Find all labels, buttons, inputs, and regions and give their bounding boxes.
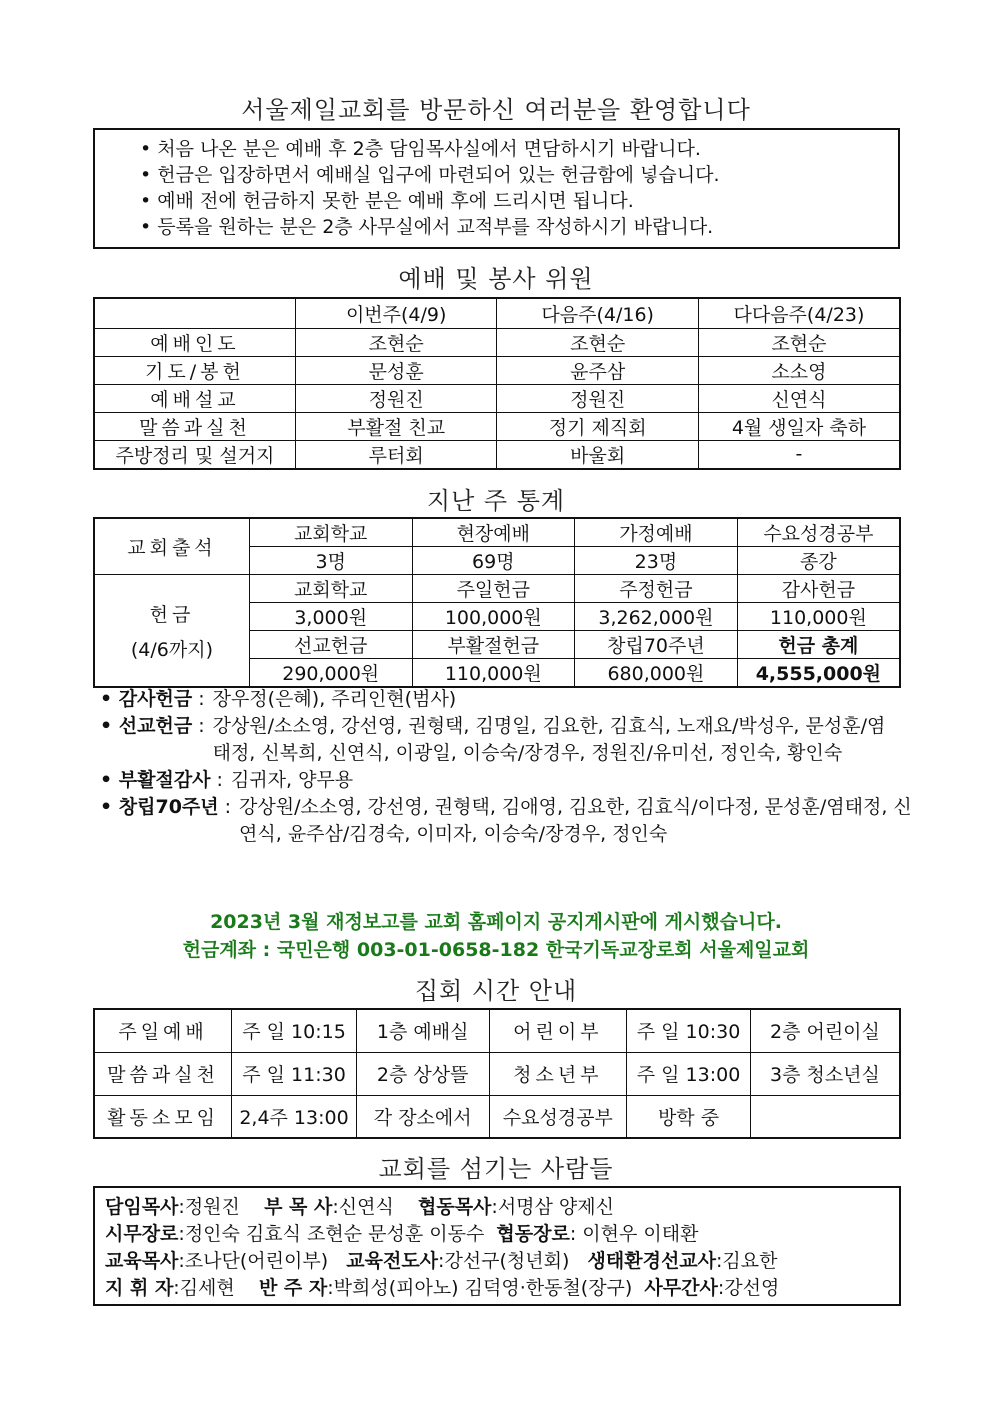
meetings-title: 집회 시간 안내 <box>414 977 578 1005</box>
donor-row: • 선교헌금 : 강상원/소소영, 강선영, 권형택, 김명일, 김요한, 김효식, 노재요/박성우, 문성훈/염태정, 신복희, 신연식, 이광일, 이승숙/장경우, 정원진/유미선, 정인숙, 황인숙 <box>100 713 920 767</box>
donor-label: • 부활절감사 <box>100 767 211 794</box>
staff-role: 교육전도사 <box>346 1250 439 1272</box>
stats-header: 창립70주년 <box>575 631 738 659</box>
welcome-notice <box>93 128 900 249</box>
staff-names: 정인숙 김효식 조현순 문성훈 이동수 <box>184 1223 485 1245</box>
donor-label: • 창립70주년 <box>100 794 219 848</box>
staff-role: 시무장로 <box>105 1223 179 1245</box>
staff-names: 신연식 <box>338 1196 394 1218</box>
staff-title: 교회를 섬기는 사람들 <box>378 1155 614 1183</box>
stats-table <box>93 517 901 688</box>
service-table <box>93 297 901 470</box>
offering-total-label: 헌금 총계 <box>737 631 900 659</box>
donor-names: 장우정(은혜), 주리인현(범사) <box>212 688 457 710</box>
staff-role: 지 휘 자 <box>105 1277 174 1299</box>
attendance-label: 교회출석 <box>94 518 249 575</box>
service-header: 다다음주(4/23) <box>698 298 900 328</box>
donor-names: 김귀자, 양무용 <box>230 769 354 791</box>
service-role: 예배인도 <box>94 328 295 356</box>
staff-names: 박희성(피아노) 김덕영·한동철(장구) <box>333 1277 633 1299</box>
stats-header: 현장예배 <box>412 518 575 547</box>
meeting-place: 각 장소에서 <box>356 1095 489 1138</box>
stats-value: 110,000원 <box>412 659 575 688</box>
meeting-place: 2층 상상뜰 <box>356 1052 489 1095</box>
staff-role: 부 목 사 <box>264 1196 333 1218</box>
donor-row: • 감사헌금 : 장우정(은혜), 주리인현(범사) <box>100 686 920 713</box>
stats-header: 교회학교 <box>249 518 412 547</box>
meeting-place: 3층 청소년실 <box>750 1052 900 1095</box>
stats-value: 종강 <box>737 547 900 575</box>
bank-account-notice: 헌금계좌 : 국민은행 003-01-0658-182 한국기독교장로회 서울제일교회 <box>182 939 810 961</box>
meeting-name: 말씀과실천 <box>94 1052 232 1095</box>
donor-names: 강상원/소소영, 강선영, 권형택, 김명일, 김요한, 김효식, 노재요/박성우, 문성훈/염태정, 신복희, 신연식, 이광일, 이승숙/장경우, 정원진/유미선, 정인숙, 황인숙 <box>212 715 886 764</box>
staff-names: 정원진 <box>184 1196 240 1218</box>
stats-title: 지난 주 통계 <box>426 487 566 515</box>
notice-item: • 처음 나온 분은 예배 후 2층 담임목사실에서 면담하시기 바랍니다. <box>140 136 898 162</box>
service-header: 다음주(4/16) <box>497 298 699 328</box>
stats-value: 23명 <box>575 547 738 575</box>
service-cell: 문성훈 <box>295 356 496 384</box>
donor-names: 강상원/소소영, 강선영, 권형택, 김애영, 김요한, 김효식/이다정, 문성훈/염태정, 신연식, 윤주삼/김경숙, 이미자, 이승숙/장경우, 정인숙 <box>239 796 912 845</box>
staff-row: 지 휘 자:김세현 반 주 자:박희성(피아노) 김덕영·한동철(장구) 사무간사:강선영 <box>105 1277 780 1299</box>
meeting-time: 방학 중 <box>627 1095 751 1138</box>
meeting-place: 2층 어린이실 <box>750 1009 900 1052</box>
service-header <box>94 298 295 328</box>
stats-header: 교회학교 <box>249 575 412 603</box>
service-cell: 윤주삼 <box>497 356 699 384</box>
service-cell: 루터회 <box>295 440 496 469</box>
stats-value: 3,000원 <box>249 603 412 631</box>
stats-value: 100,000원 <box>412 603 575 631</box>
stats-header: 주일헌금 <box>412 575 575 603</box>
staff-names: 서명삼 양제신 <box>497 1196 614 1218</box>
offering-sub: (4/6까지) <box>130 638 214 661</box>
service-title: 예배 및 봉사 위원 <box>398 265 594 293</box>
service-cell: 신연식 <box>698 384 900 412</box>
service-header: 이번주(4/9) <box>295 298 496 328</box>
donor-label: • 감사헌금 <box>100 686 192 713</box>
stats-header: 감사헌금 <box>737 575 900 603</box>
service-role: 기도/봉헌 <box>94 356 295 384</box>
service-role: 예배설교 <box>94 384 295 412</box>
stats-value: 3,262,000원 <box>575 603 738 631</box>
meeting-name: 수요성경공부 <box>489 1095 627 1138</box>
donor-label: • 선교헌금 <box>100 713 192 767</box>
offering-label: 헌금 <box>149 603 195 626</box>
service-cell: 정기 제직회 <box>497 412 699 440</box>
stats-header: 주정헌금 <box>575 575 738 603</box>
notice-item: • 예배 전에 헌금하지 못한 분은 예배 후에 드리시면 됩니다. <box>140 188 898 214</box>
service-cell: 조현순 <box>295 328 496 356</box>
meeting-time: 주 일 10:30 <box>627 1009 751 1052</box>
service-cell: 조현순 <box>698 328 900 356</box>
staff-role: 담임목사 <box>105 1196 179 1218</box>
donor-row: • 창립70주년 : 강상원/소소영, 강선영, 권형택, 김애영, 김요한, 김효식/이다정, 문성훈/염태정, 신연식, 윤주삼/김경숙, 이미자, 이승숙/장경우, 정인숙 <box>100 794 920 848</box>
meeting-place: 1층 예배실 <box>356 1009 489 1052</box>
staff-row: 시무장로:정인숙 김효식 조현순 문성훈 이동수 협동장로: 이현우 이태환 <box>105 1223 699 1245</box>
meeting-name: 어린이부 <box>489 1009 627 1052</box>
meeting-time: 주 일 13:00 <box>627 1052 751 1095</box>
meeting-time: 2,4주 13:00 <box>232 1095 357 1138</box>
stats-value: 69명 <box>412 547 575 575</box>
meeting-name: 활동소모임 <box>94 1095 232 1138</box>
service-cell: 부활절 친교 <box>295 412 496 440</box>
stats-header: 선교헌금 <box>249 631 412 659</box>
meeting-time: 주 일 10:15 <box>232 1009 357 1052</box>
stats-header: 가정예배 <box>575 518 738 547</box>
meeting-name: 청소년부 <box>489 1052 627 1095</box>
staff-names: 김세현 <box>179 1277 235 1299</box>
service-cell: 정원진 <box>497 384 699 412</box>
offering-label-cell <box>94 575 249 688</box>
staff-row: 교육목사:조나단(어린이부) 교육전도사:강선구(청년회) 생태환경선교사:김요한 <box>105 1250 778 1272</box>
staff-role: 생태환경선교사 <box>587 1250 717 1272</box>
staff-names: 강선구(청년회) <box>444 1250 570 1272</box>
service-cell: 정원진 <box>295 384 496 412</box>
donor-row: • 부활절감사 : 김귀자, 양무용 <box>100 767 920 794</box>
finance-report-notice: 2023년 3월 재정보고를 교회 홈페이지 공지게시판에 게시했습니다. <box>210 911 782 933</box>
service-cell: - <box>698 440 900 469</box>
staff-role: 협동목사 <box>418 1196 492 1218</box>
staff-role: 반 주 자 <box>258 1277 328 1299</box>
staff-names: 조나단(어린이부) <box>184 1250 329 1272</box>
service-cell: 4월 생일자 축하 <box>698 412 900 440</box>
welcome-title: 서울제일교회를 방문하신 여러분을 환영합니다 <box>241 96 751 124</box>
staff-names: 강선영 <box>724 1277 780 1299</box>
meeting-place <box>750 1095 900 1138</box>
service-role: 말씀과실천 <box>94 412 295 440</box>
staff-box <box>93 1186 901 1306</box>
stats-header: 부활절헌금 <box>412 631 575 659</box>
stats-value: 3명 <box>249 547 412 575</box>
meeting-name: 주일예배 <box>94 1009 232 1052</box>
donor-list <box>100 686 920 848</box>
staff-role: 협동장로 <box>496 1223 570 1245</box>
stats-value: 680,000원 <box>575 659 738 688</box>
staff-role: 사무간사 <box>644 1277 718 1299</box>
staff-names: 이현우 이태환 <box>576 1223 699 1245</box>
service-cell: 소소영 <box>698 356 900 384</box>
staff-names: 김요한 <box>722 1250 778 1272</box>
service-role: 주방정리 및 설거지 <box>94 440 295 469</box>
notice-item: • 헌금은 입장하면서 예배실 입구에 마련되어 있는 헌금함에 넣습니다. <box>140 162 898 188</box>
staff-role: 교육목사 <box>105 1250 179 1272</box>
service-cell: 바울회 <box>497 440 699 469</box>
offering-total-value: 4,555,000원 <box>737 659 900 688</box>
staff-row: 담임목사:정원진 부 목 사:신연식 협동목사:서명삼 양제신 <box>105 1196 614 1218</box>
notice-item: • 등록을 원하는 분은 2층 사무실에서 교적부를 작성하시기 바랍니다. <box>140 214 898 240</box>
service-cell: 조현순 <box>497 328 699 356</box>
stats-value: 110,000원 <box>737 603 900 631</box>
stats-value: 290,000원 <box>249 659 412 688</box>
stats-header: 수요성경공부 <box>737 518 900 547</box>
meeting-time: 주 일 11:30 <box>232 1052 357 1095</box>
meetings-table <box>93 1008 901 1139</box>
